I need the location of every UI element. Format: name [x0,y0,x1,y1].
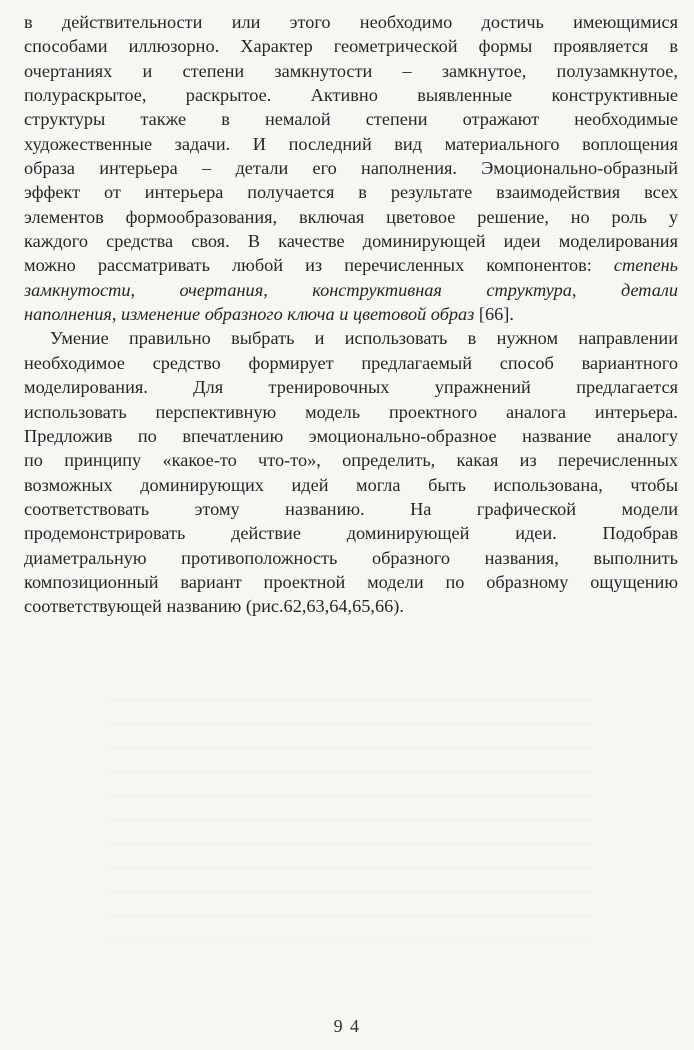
paragraph-1-line-6: художественные задачи. И последний вид материального воплощения [24,133,678,154]
paragraph-2-line-7: возможных доминирующих идей могла быть использована, чтобы [24,474,678,495]
paragraph-1-line-3: очертаниях и степени замкнутости – замкнутое, полузамкнутое, [24,60,678,81]
line-11-regular-text: можно рассматривать любой из перечисленных компонентов: [24,255,614,276]
body-text [24,10,678,619]
paragraph-1-line-8: эффект от интерьера получается в результате взаимодействия всех [24,182,678,203]
line-13-italic-text: наполнения, изменение образного ключа и цветовой образ [24,304,475,325]
paragraph-1-line-11 [24,253,678,277]
line-13-citation: [66]. [474,304,514,325]
paragraph-2-line-12: соответствующей названию (рис.62,63,64,65,66). [24,596,404,617]
paragraph-2-line-8: соответствовать этому названию. На графической модели [24,498,678,519]
paragraph-1-line-12: замкнутости, очертания, конструктивная структура, детали [24,279,678,300]
paragraph-2-line-1: Умение правильно выбрать и использовать в нужном направлении [50,328,678,349]
paragraph-2-line-6: по принципу «какое-то что-то», определить, какая из перечисленных [24,450,678,471]
paragraph-2-line-2: необходимое средство формирует предлагаемый способ вариантного [24,352,678,373]
paragraph-1-line-9: элементов формообразования, включая цветовое решение, но роль у [24,206,678,227]
paragraph-1-line-2: способами иллюзорно. Характер геометрической формы проявляется в [24,36,678,57]
paragraph-1-line-5: структуры также в немалой степени отражают необходимые [24,109,678,130]
line-11-italic-text: степень [613,255,678,276]
page-number: 9 4 [333,1016,361,1036]
paragraph-2 [24,326,678,618]
paragraph-2-line-3: моделирования. Для тренировочных упражнений предлагается [24,377,678,398]
paragraph-2-line-9: продемонстрировать действие доминирующей идеи. Подобрав [24,523,678,544]
paragraph-2-line-5: Предложив по впечатлению эмоционально-образное название аналогу [24,425,678,446]
paragraph-2-line-10: диаметральную противоположность образного названия, выполнить [24,547,678,568]
paragraph-1-line-13 [24,302,678,326]
paragraph-1-line-1: в действительности или этого необходимо достичь имеющимися [24,12,678,32]
paragraph-2-line-11: композиционный вариант проектной модели по образному ощущению [24,571,678,592]
bleed-through-shadow [110,680,590,940]
paragraph-1-line-10: каждого средства своя. В качестве доминирующей идеи моделирования [24,231,678,252]
paragraph-2-line-4: использовать перспективную модель проектного аналога интерьера. [24,401,678,422]
paragraph-1-line-4: полураскрытое, раскрытое. Активно выявленные конструктивные [24,85,678,106]
paragraph-1 [24,10,678,326]
paragraph-1-line-7: образа интерьера – детали его наполнения. Эмоционально-образный [24,158,678,179]
